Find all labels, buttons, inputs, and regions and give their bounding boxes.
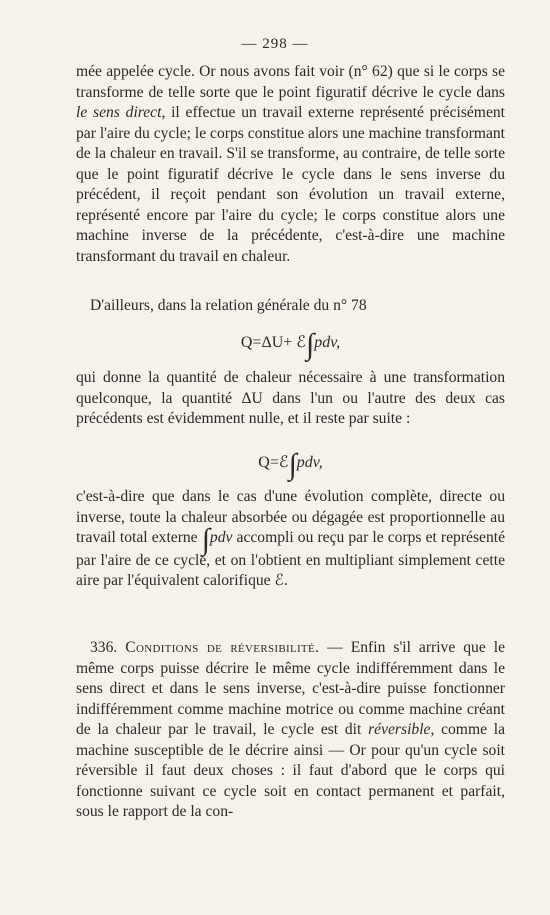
emphasis-reversible: réversible [368, 721, 431, 738]
section-number: 336. [90, 639, 126, 656]
paragraph-reversibility [76, 638, 505, 823]
page-number: — 298 — [241, 36, 309, 52]
integral-sign: ∫ [201, 523, 210, 556]
paragraph-evolution [76, 487, 505, 592]
section-title: Conditions de réversibilité. [125, 639, 320, 656]
equation-lhs: Q=ℰ [258, 454, 289, 471]
paragraph-cycle-part2: , il effectue un travail externe représenté précisément par l'aire du cycle; le corps constitue alors une machine transformant de la chaleur en travail. S'il se transforme, au contraire, de telle sorte que le point figuratif décrive le cycle dans le sens inverse du précédent, il reçoit pendant son évolution un travail externe, représenté encore par l'aire du cycle; le corps constitue alors une machine inverse de la précédente, c'est-à-dire une machine transformant du travail en chaleur. [76, 104, 505, 265]
paragraph-evolution-part2: accompli ou reçu par le corps et représenté par l'aire de ce cycle, et on l'obtient en multipliant simplement cette aire par l'équivalent calorifique ℰ. [76, 529, 505, 589]
paragraph-cycle-part1: mée appelée cycle. Or nous avons fait voir (n° 62) que si le corps se transforme de telle sorte que le point figuratif décrive le cycle dans [76, 63, 505, 101]
equation-rhs: pdv, [296, 454, 323, 471]
integral-sign: ∫ [288, 448, 297, 481]
paragraph-reversibility-part1: — Enfin s'il arrive que le même corps puisse décrire le même cycle indifféremment dans le sens direct et dans le sens inverse, c'est-à-dire puisse fonctionner indifféremment comme machine motrice ou comme machine créant de la chaleur par le travail, le cycle est dit [76, 639, 506, 738]
paragraph-reversibility-part2: , comme la machine susceptible de le décrire ainsi — Or pour qu'un cycle soit réversible il faut deux choses : il faut d'abord que le corps qui fonctionne suivant ce cycle soit en contact permanent et parfait, sous le rapport de la con- [76, 721, 505, 820]
emphasis-sens-direct: le sens direct [76, 104, 162, 121]
integral-variable: pdv [209, 529, 233, 546]
equation-rhs: pdv, [314, 334, 341, 351]
equation-heat-cycle [76, 448, 505, 482]
equation-heat-general [76, 328, 505, 362]
paragraph-evolution-part1: c'est-à-dire que dans le cas d'une évolution complète, directe ou inverse, toute la chaleur absorbée ou dégagée est proportionnelle au travail total externe [76, 488, 505, 546]
paragraph-relation: D'ailleurs, dans la relation générale du n° 78 [90, 297, 367, 314]
paragraph-quantity: qui donne la quantité de chaleur nécessaire à une transformation quelconque, la quantité ΔU dans l'un ou l'autre des deux cas précédents est évidemment nulle, et il reste par suite : [76, 369, 505, 427]
inline-integral [201, 523, 233, 556]
integral-sign: ∫ [306, 328, 315, 361]
equation-lhs: Q=ΔU+ ℰ [240, 334, 306, 351]
paragraph-cycle [76, 62, 505, 267]
